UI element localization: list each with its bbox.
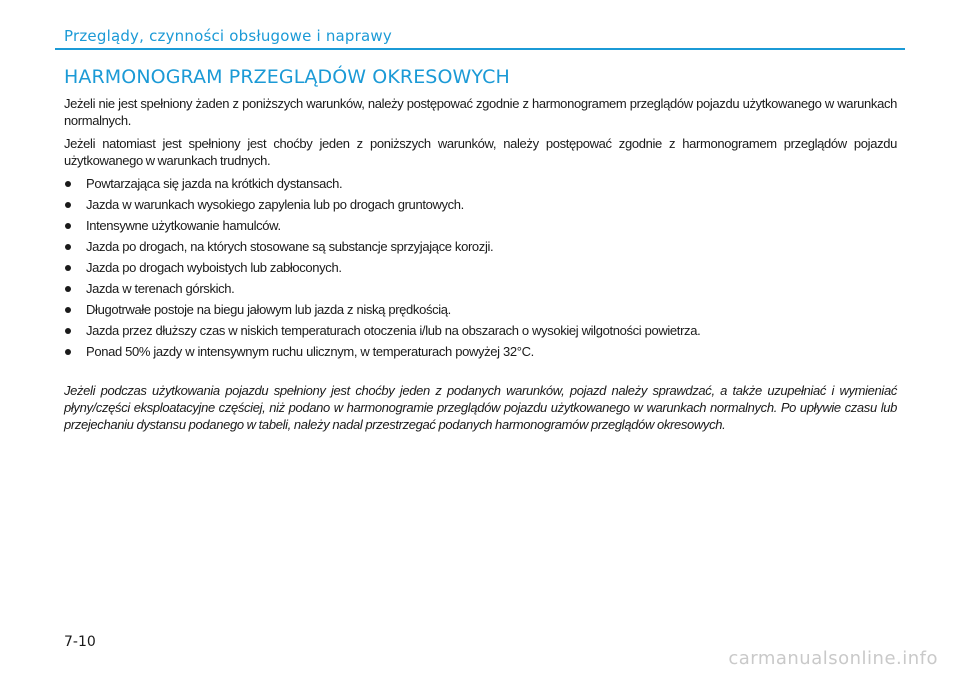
- list-item: Długotrwałe postoje na biegu jałowym lub jazda z niską prędkością.: [64, 301, 897, 318]
- bullet-icon: [65, 244, 71, 250]
- bullet-icon: [65, 181, 71, 187]
- list-item: Ponad 50% jazdy w intensywnym ruchu ulicznym, w temperaturach powyżej 32°C.: [64, 343, 897, 360]
- severe-conditions-list: [64, 175, 897, 360]
- intro-paragraph-normal: Jeżeli nie jest spełniony żaden z poniższych warunków, należy postępować zgodnie z harmonogramem przeglądów pojazdu użytkowanego w warunkach normalnych.: [64, 96, 897, 128]
- watermark: carmanualsonline.info: [728, 648, 938, 669]
- list-item: Jazda po drogach wyboistych lub zabłoconych.: [64, 259, 897, 276]
- list-item: Jazda po drogach, na których stosowane są substancje sprzyjające korozji.: [64, 238, 897, 255]
- list-item: Jazda w warunkach wysokiego zapylenia lub po drogach gruntowych.: [64, 196, 897, 213]
- content-body: [64, 95, 897, 364]
- header-rule: [55, 48, 905, 50]
- page-title: HARMONOGRAM PRZEGLĄDÓW OKRESOWYCH: [64, 66, 510, 88]
- list-item: Intensywne użytkowanie hamulców.: [64, 217, 897, 234]
- page-number: 7-10: [64, 634, 96, 650]
- list-item: Jazda przez dłuższy czas w niskich temperaturach otoczenia i/lub na obszarach o wysokiej wilgotności powietrza.: [64, 322, 897, 339]
- section-header: Przeglądy, czynności obsługowe i naprawy: [64, 27, 392, 45]
- bullet-icon: [65, 328, 71, 334]
- bullet-icon: [65, 202, 71, 208]
- bullet-icon: [65, 286, 71, 292]
- bullet-icon: [65, 349, 71, 355]
- bullet-icon: [65, 265, 71, 271]
- bullet-icon: [65, 307, 71, 313]
- list-item: Jazda w terenach górskich.: [64, 280, 897, 297]
- bullet-icon: [65, 223, 71, 229]
- list-item: Powtarzająca się jazda na krótkich dystansach.: [64, 175, 897, 192]
- italic-note: Jeżeli podczas użytkowania pojazdu spełniony jest choćby jeden z podanych warunków, pojazd należy sprawdzać, a także uzupełniać i wymieniać płyny/części eksploatacyjne częściej, niż podano w harmonogramie przeglądów pojazdu użytkowanego w warunkach normalnych. Po upływie czasu lub przejechaniu dystansu podanego w tabeli, należy nadal przestrzegać podanych harmonogramów przeglądów okresowych.: [64, 383, 897, 432]
- intro-paragraph-severe: Jeżeli natomiast jest spełniony jest choćby jeden z poniższych warunków, należy postępować zgodnie z harmonogramem przeglądów pojazdu użytkowanego w warunkach trudnych.: [64, 136, 897, 168]
